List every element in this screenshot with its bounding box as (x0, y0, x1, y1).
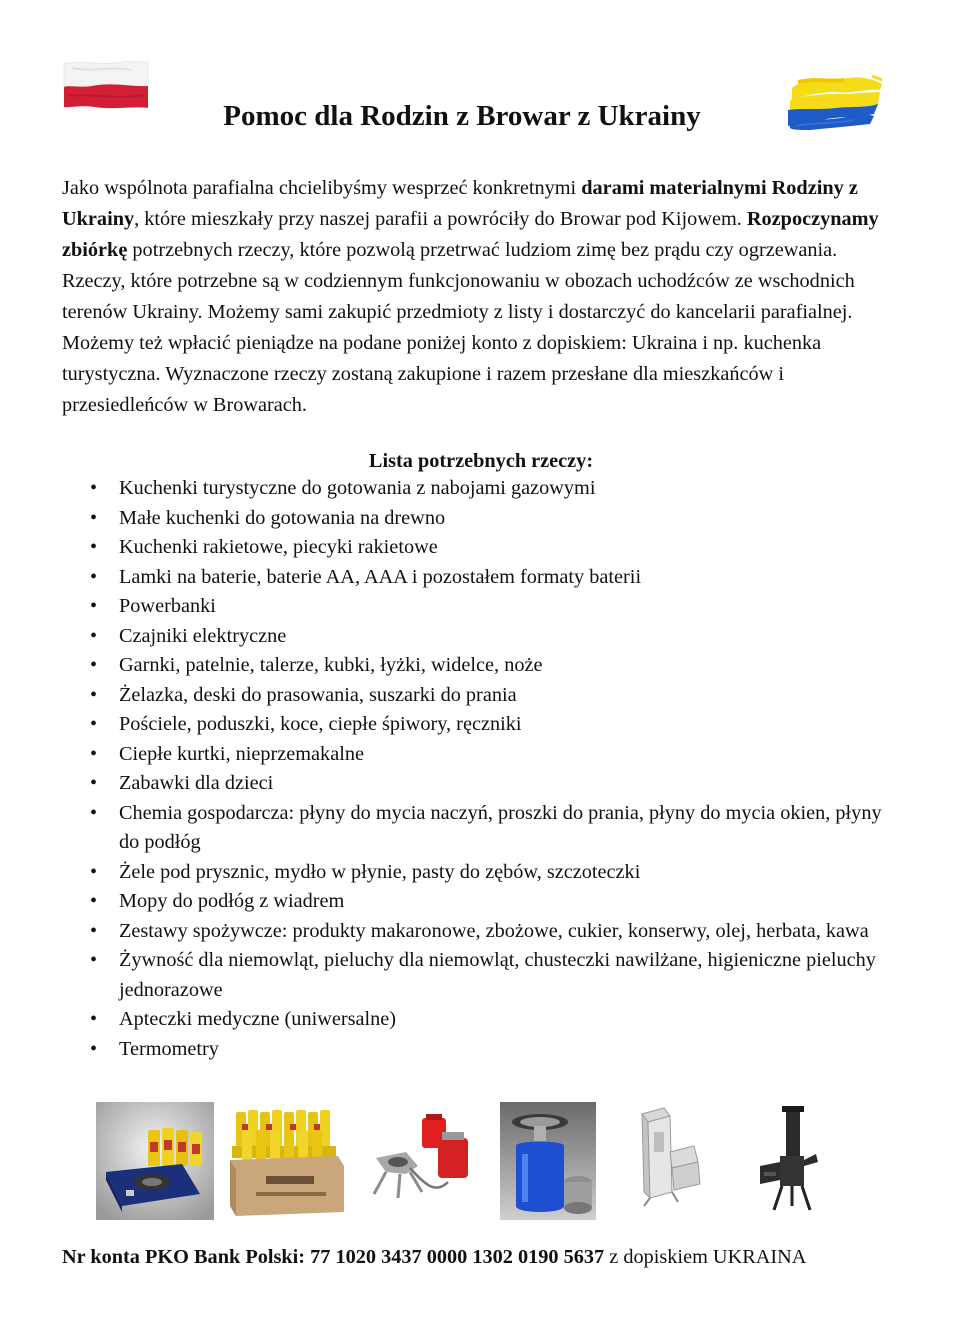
list-item: • Żywność dla niemowląt, pieluchy dla niemowląt, chusteczki nawilżane, higieniczne pieluchy jednorazowe (88, 946, 902, 1005)
intro-paragraph (62, 173, 902, 421)
list-item: • Czajniki elektryczne (88, 622, 902, 652)
page-title: Pomoc dla Rodzin z Browar z Ukrainy (223, 100, 701, 132)
product-photos (96, 1102, 836, 1222)
list-item: • Mopy do podłóg z wiadrem (88, 887, 902, 917)
portable-burner-photo (366, 1102, 476, 1220)
list-item: • Zestawy spożywcze: produkty makaronowe, zbożowe, cukier, konserwy, olej, herbata, kawa (88, 917, 902, 947)
list-item: • Garnki, patelnie, talerze, kubki, łyżki, widelce, noże (88, 651, 902, 681)
list-item: • Termometry (88, 1035, 902, 1065)
list-item: • Małe kuchenki do gotowania na drewno (88, 504, 902, 534)
intro-bold-2: Rozpoczynamy zbiórkę (62, 208, 879, 261)
list-item: • Kuchenki turystyczne do gotowania z nabojami gazowymi (88, 474, 902, 504)
bank-account-line (62, 1243, 932, 1271)
bank-account-note: z dopiskiem UKRAINA (604, 1246, 807, 1268)
list-item: • Powerbanki (88, 592, 902, 622)
intro-bold-1: darami materialnymi Rodziny z Ukrainy (62, 177, 858, 230)
list-item: • Ciepłe kurtki, nieprzemakalne (88, 740, 902, 770)
rocket-stove-steel-photo (620, 1102, 716, 1220)
rocket-stove-black-photo (740, 1102, 836, 1220)
list-item: • Chemia gospodarcza: płyny do mycia naczyń, proszki do prania, płyny do mycia okien, płyny do podłóg (88, 799, 902, 858)
intro-text-1: Jako wspólnota parafialna chcielibyśmy wesprzeć konkretnymi (62, 177, 582, 199)
list-item: • Żele pod prysznic, mydło w płynie, pasty do zębów, szczoteczki (88, 858, 902, 888)
intro-text-2: , które mieszkały przy naszej parafii a powróciły do Browar pod Kijowem. (134, 208, 747, 230)
list-item: • Apteczki medyczne (uniwersalne) (88, 1005, 902, 1035)
intro-text-3: potrzebnych rzeczy, które pozwolą przetrwać ludziom zimę bez prądu czy ogrzewania. Rzeczy, które potrzebne są w codziennym funkcjonowaniu w obozach uchodźców ze wschodnich terenów Ukrainy. Możemy sami zakupić przedmioty z listy i dostarczyć do kancelarii parafialnej. Możemy też wpłacić pieniądze na podane poniżej konto z dopiskiem: Ukraina i np. kuchenka turystyczna. Wyznaczone rzeczy zostaną zakupione i razem przesłane dla mieszkańców i przesiedleńców w Browarach. (62, 239, 855, 416)
list-item: • Lamki na baterie, baterie AA, AAA i pozostałem formaty baterii (88, 563, 902, 593)
blue-gas-cartridge-stove-photo (500, 1102, 596, 1220)
list-item: • Kuchenki rakietowe, piecyki rakietowe (88, 533, 902, 563)
list-heading: Lista potrzebnych rzeczy: (368, 450, 594, 472)
list-item: • Żelazka, deski do prasowania, suszarki do prania (88, 681, 902, 711)
list-item: • Pościele, poduszki, koce, ciepłe śpiwory, ręczniki (88, 710, 902, 740)
needs-list (88, 474, 902, 1064)
camping-gas-stove-photo (96, 1102, 214, 1220)
gas-cartridges-box-photo (226, 1102, 348, 1220)
list-item: • Zabawki dla dzieci (88, 769, 902, 799)
bank-account-number: Nr konta PKO Bank Polski: 77 1020 3437 0000 1302 0190 5637 (62, 1246, 605, 1268)
